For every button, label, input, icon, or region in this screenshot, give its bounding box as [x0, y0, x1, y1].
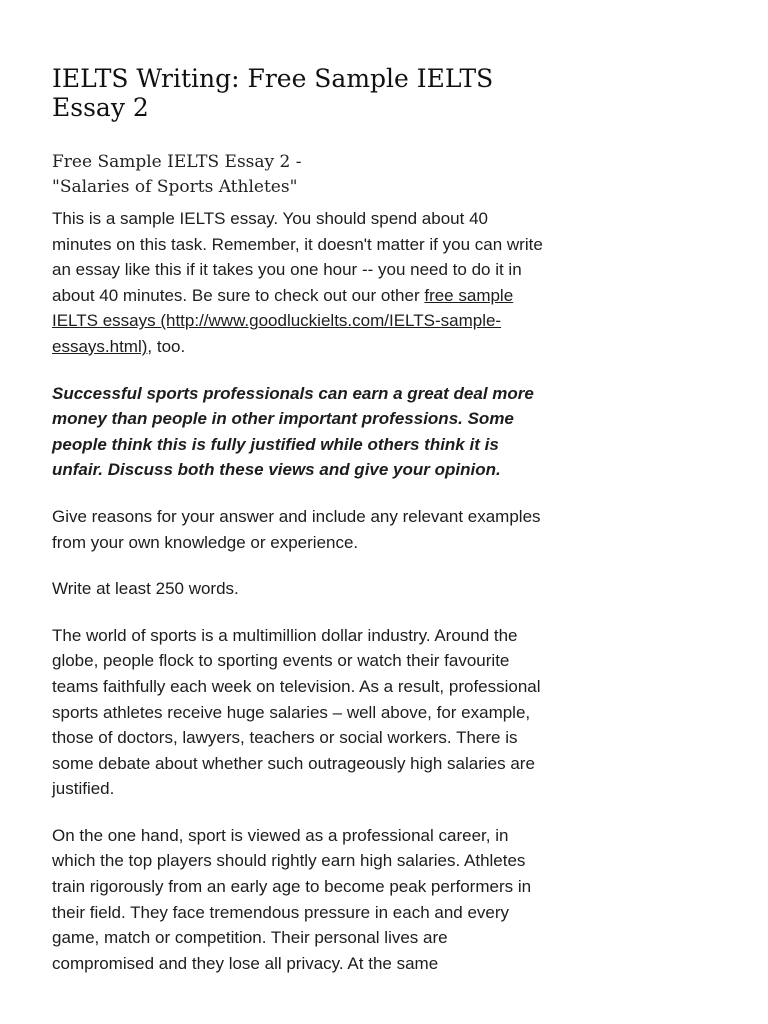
page-title: IELTS Writing: Free Sample IELTS Essay 2 [52, 64, 494, 122]
subtitle-line-2: "Salaries of Sports Athletes" [52, 177, 298, 197]
essay-prompt: Successful sports professionals can earn a great deal more money than people in other important professions. Some people think this is fully justified while others think it is unfair. Discuss both these views and give your opinion. [52, 383, 534, 480]
intro-text: This is a sample IELTS essay. You should spend about 40 minutes on this task. Remember, it doesn't matter if you can write an essay like this if it takes you one hour -- you need to do it in about 40 minutes. Be sure to check out our other [52, 209, 543, 305]
intro-text-end: , too. [147, 336, 186, 356]
intro-paragraph [52, 206, 548, 360]
essay-paragraph-1: The world of sports is a multimillion dollar industry. Around the globe, people flock to sporting events or watch their favourite teams faithfully each week on television. As a result, professional sports athletes receive huge salaries – well above, for example, those of doctors, lawyers, teachers or social workers. There is some debate about whether such outrageously high salaries are justified. [52, 625, 541, 799]
instructions-paragraph: Give reasons for your answer and include any relevant examples from your own knowledge or experience. [52, 506, 541, 552]
subtitle-line-1: Free Sample IELTS Essay 2 - [52, 152, 302, 172]
essay-paragraph-2: On the one hand, sport is viewed as a professional career, in which the top players should rightly earn high salaries. Athletes train rigorously from an early age to become peak performers in their field. They face tremendous pressure in each and every game, match or competition. Their personal lives are compromised and they lose all privacy. At the same [52, 825, 532, 973]
word-count-note: Write at least 250 words. [52, 579, 239, 599]
essay-subtitle [52, 150, 552, 200]
article-body [52, 206, 548, 997]
sample-essays-link[interactable]: free sample IELTS essays (http://www.goodluckielts.com/IELTS-sample-essays.html) [52, 285, 514, 356]
